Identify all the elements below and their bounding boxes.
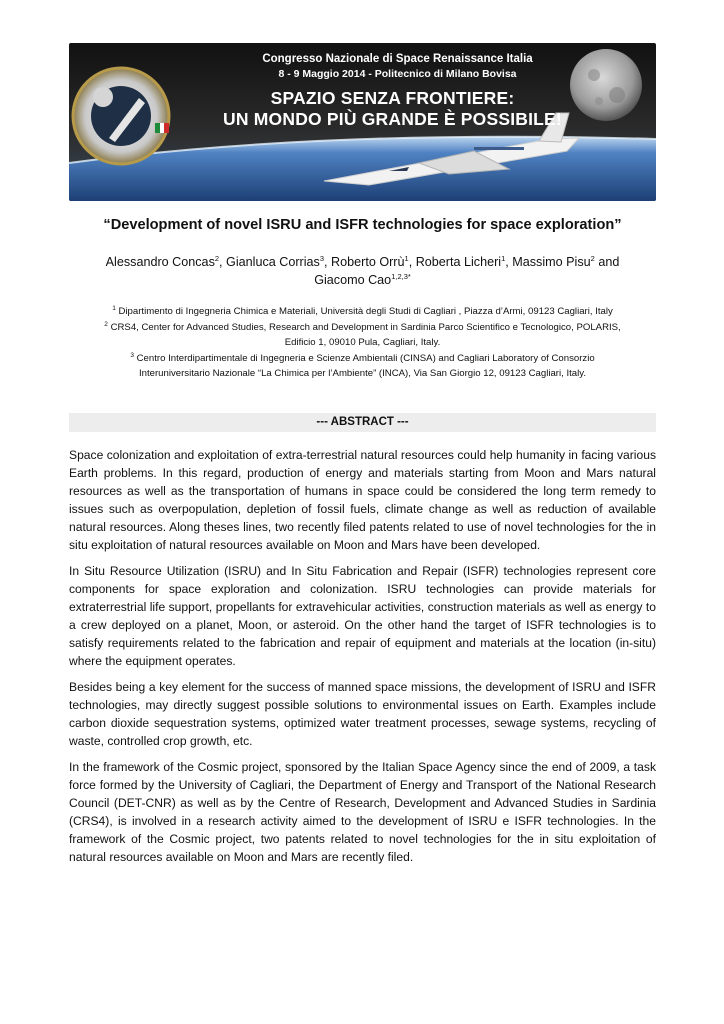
banner-line-1: Congresso Nazionale di Space Renaissance Italia xyxy=(262,53,533,65)
abstract-body xyxy=(69,446,656,874)
abstract-paragraph: Space colonization and exploitation of extra-terrestrial natural resources could help humanity in facing various Earth problems. In this regard, production of energy and materials starting from Moon and Mars natural resources as well as the transportation of humans in space could be considered the long term remedy to issues such as overpopulation, depletion of fossil fuels, climate change as well as reduction of available natural resources. Along theses lines, two recently filed patents related to use of novel technologies for the in situ exploitation of natural resources available on Moon and Mars have been developed. xyxy=(69,448,656,552)
abstract-paragraph: In Situ Resource Utilization (ISRU) and In Situ Fabrication and Repair (ISFR) technologies represent core components for space exploration and colonization. ISRU technologies can provide materials for extraterrestrial life support, propellants for extravehicular activities, construction materials as well as energy to a crew deployed on a planet, Moon, or asteroid. On the other hand the target of ISFR technologies is to satisfy requirements related to the fabrication and repair of equipment and materials at the location (in-situ) where the equipment operates. xyxy=(69,564,656,668)
affiliation-list xyxy=(69,304,656,382)
author-affiliation-mark: 1 xyxy=(501,253,506,263)
author-name: Massimo Pisu xyxy=(512,255,591,269)
author-affiliation-mark: 3 xyxy=(319,253,325,263)
abstract-paragraph: In the framework of the Cosmic project, sponsored by the Italian Space Agency since the end of 2009, a task force formed by the University of Cagliari, the Department of Energy and Transport of the National Research Council (DET-CNR) as well as by the Centre of Research, Development and Advanced Studies in Sardinia (CRS4), is involved in a research activity aimed to the development of ISRU e ISFR technologies. In the framework of the Cosmic project, two patents related to novel technologies for the in situ exploitation of natural resources available on Moon and Mars are recently filed. xyxy=(69,760,656,864)
affiliation-3-continued: Interuniversitario Nazionale “La Chimica per l’Ambiente” (INCA), Via San Giorgio 12, 09123 Cagliari, Italy. xyxy=(138,368,587,379)
author-list: Alessandro Concas$^2$, Gianluca Corrias$^3$, Roberto Orrù$^1$, Roberta Licheri$^1$, Massimo Pisu$^2$ and Giacomo Cao$^{1,2,3*}$ xyxy=(105,253,620,287)
affiliation-2: $^2$ CRS4, Center for Advanced Studies, Research and Development in Sardinia Parco Scientifico e Tecnologico, POLARIS, xyxy=(104,320,621,333)
affiliation-3: $^3$ Centro Interdipartimentale di Ingegneria e Scienze Ambientali (CINSA) and Cagliari Laboratory of Consorzio xyxy=(130,351,595,364)
author-name: Giacomo Cao xyxy=(314,273,392,287)
paper-title: “Development of novel ISRU and ISFR technologies for space exploration” xyxy=(103,217,622,233)
banner-line-4: UN MONDO PIÙ GRANDE È POSSIBILE! xyxy=(223,109,562,129)
author-affiliation-mark: 1 xyxy=(404,253,409,263)
affiliation-1: $^1$ Dipartimento di Ingegneria Chimica e Materiali, Università degli Studi di Cagliari , Piazza d’Armi, 09123 Cagliari, Italy xyxy=(112,304,613,317)
author-affiliation-mark: 2 xyxy=(214,253,220,263)
author-affiliation-mark: 1,2,3* xyxy=(391,271,411,281)
author-name: Roberto Orrù xyxy=(331,255,405,269)
conference-banner xyxy=(69,43,656,201)
author-name: Alessandro Concas xyxy=(105,255,215,269)
author-name: Roberta Licheri xyxy=(415,255,502,269)
abstract-heading: --- ABSTRACT --- xyxy=(69,413,656,432)
banner-line-2: 8 - 9 Maggio 2014 - Politecnico di Milano Bovisa xyxy=(278,68,517,80)
author-affiliation-mark: 2 xyxy=(590,253,595,263)
abstract-paragraph: Besides being a key element for the success of manned space missions, the development of ISRU and ISFR technologies, may directly suggest possible solutions to environmental issues on Earth. Examples include carbon dioxide sequestration systems, optimized water treatment processes, sewage systems, recycling of waste, controlled crop growth, etc. xyxy=(69,680,656,748)
author-name: Gianluca Corrias xyxy=(226,255,320,269)
banner-line-3: SPAZIO SENZA FRONTIERE: xyxy=(270,88,515,108)
affiliation-2-continued: Edificio 1, 09010 Pula, Cagliari, Italy. xyxy=(284,337,441,348)
